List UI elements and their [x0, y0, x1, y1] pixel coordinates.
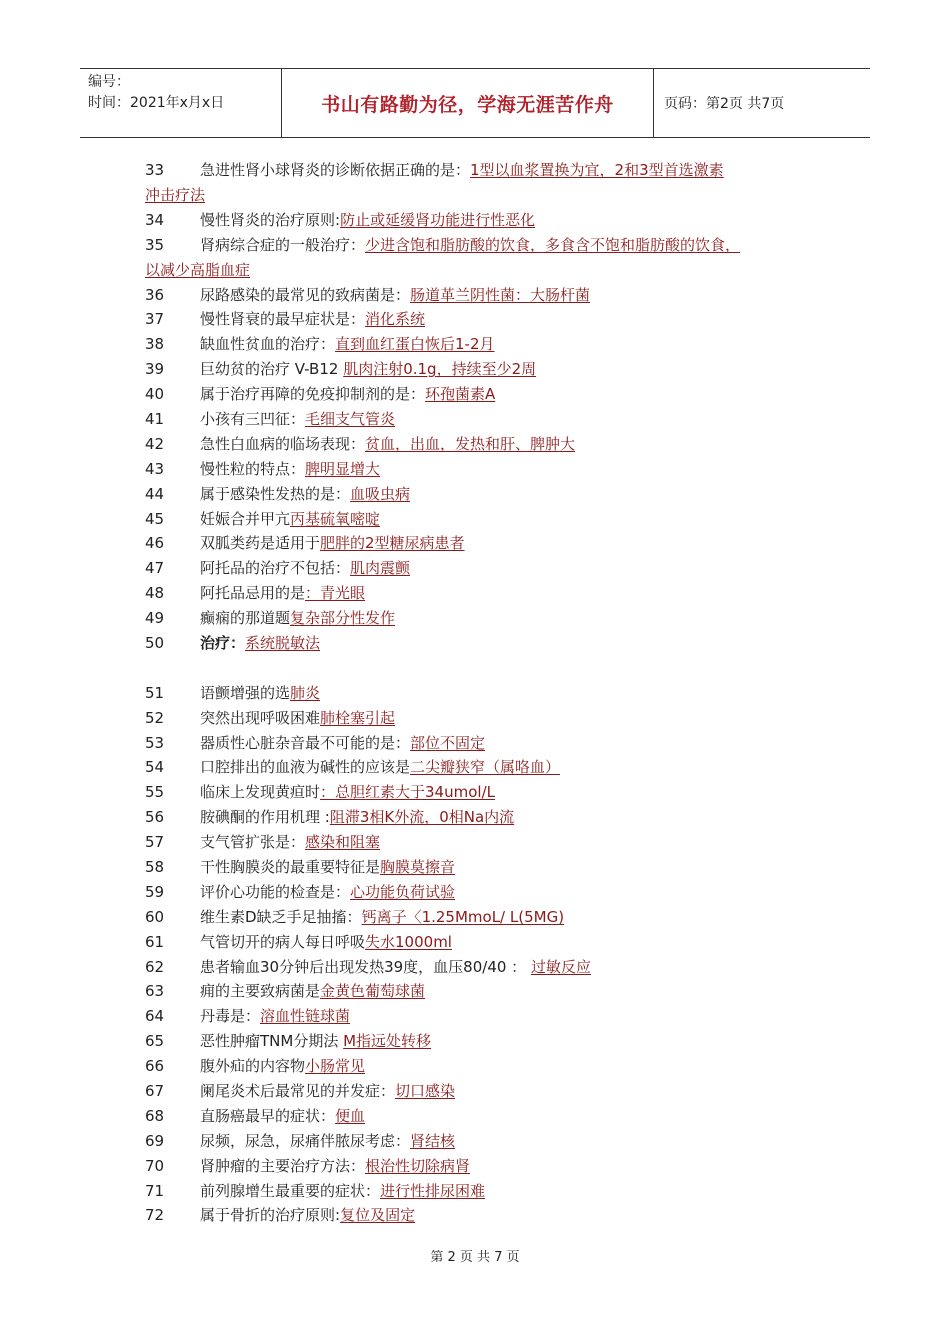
item-number: 47 — [145, 559, 165, 578]
answer-text: 便血 — [335, 1106, 366, 1125]
item-question — [200, 432, 825, 457]
item-question — [200, 780, 825, 805]
item-number: 52 — [145, 708, 165, 727]
item-question — [200, 681, 825, 706]
list-item — [145, 731, 825, 756]
question-text: 丹毒是： — [200, 1007, 261, 1026]
question-text: 痈的主要致病菌是 — [200, 982, 321, 1001]
answer-text: 血吸虫病 — [350, 484, 411, 503]
item-question — [200, 1203, 825, 1228]
list-item — [145, 1004, 825, 1029]
item-number: 71 — [145, 1181, 165, 1200]
answer-text: 根治性切除病肾 — [365, 1156, 471, 1175]
item-question — [200, 332, 825, 357]
item-number: 34 — [145, 210, 165, 229]
item-question — [200, 880, 825, 905]
list-item — [145, 407, 825, 432]
item-number: 41 — [145, 409, 165, 428]
answer-text: 溶血性链球菌 — [260, 1007, 351, 1026]
header-motto: 书山有路勤为径，学海无涯苦作舟 — [282, 69, 654, 137]
item-number: 42 — [145, 434, 165, 453]
list-item — [145, 556, 825, 581]
answer-text: 环孢菌素A — [425, 385, 496, 404]
list-item — [145, 432, 825, 457]
item-question — [200, 855, 825, 880]
answer-text: 肾结核 — [410, 1131, 456, 1150]
item-number: 43 — [145, 459, 165, 478]
answer-text: 复杂部分性发作 — [290, 609, 396, 628]
list-item — [145, 357, 825, 382]
item-number: 62 — [145, 957, 165, 976]
list-item — [145, 1079, 825, 1104]
question-text: 慢性粒的特点： — [200, 459, 306, 478]
question-text: 肾病综合症的一般治疗： — [200, 235, 366, 254]
qa-list — [145, 158, 825, 1228]
question-text: 胺碘酮的作用机理 : — [200, 808, 330, 827]
item-question — [200, 1154, 825, 1179]
question-text: 急性白血病的临场表现： — [200, 434, 366, 453]
item-number: 67 — [145, 1082, 165, 1101]
item-number: 66 — [145, 1057, 165, 1076]
answer-text: 失水1000ml — [365, 932, 452, 951]
list-item — [145, 681, 825, 706]
list-item — [145, 1154, 825, 1179]
item-question — [200, 581, 825, 606]
answer-text: 部位不固定 — [410, 733, 486, 752]
question-text: 尿频，尿急，尿痛伴脓尿考虑： — [200, 1131, 411, 1150]
question-text: 肾肿瘤的主要治疗方法： — [200, 1156, 366, 1175]
question-text: 双胍类药是适用于 — [200, 534, 321, 553]
item-question — [200, 382, 825, 407]
list-item — [145, 1203, 825, 1228]
item-question — [200, 1029, 825, 1054]
list-item — [145, 307, 825, 332]
answer-text: 进行性排尿困难 — [380, 1181, 486, 1200]
answer-text: 防止或延缓肾功能进行性恶化 — [340, 210, 536, 229]
question-text: 恶性肿瘤TNM分期法 — [200, 1032, 344, 1051]
item-question — [200, 357, 825, 382]
answer-text: 肺栓塞引起 — [320, 708, 396, 727]
item-question — [200, 930, 825, 955]
code-label: 编号： — [88, 74, 130, 90]
question-text: 癫痫的那道题 — [200, 609, 291, 628]
answer-text: 切口感染 — [395, 1082, 456, 1101]
question-text: 干性胸膜炎的最重要特征是 — [200, 858, 381, 876]
item-question — [200, 805, 825, 830]
list-item — [145, 233, 825, 283]
question-text: 评价心功能的检查是： — [200, 882, 351, 901]
answer-text: 消化系统 — [365, 310, 426, 329]
answer-text: 系统脱敏法 — [245, 633, 321, 652]
item-number: 56 — [145, 808, 165, 827]
page-footer: 第 2 页 共 7 页 — [430, 1250, 520, 1265]
list-item — [145, 631, 825, 656]
question-text: 突然出现呼吸困难 — [200, 708, 321, 727]
item-number: 60 — [145, 907, 165, 926]
item-number: 61 — [145, 932, 165, 951]
question-text: 口腔排出的血液为碱性的应该是 — [200, 758, 411, 777]
item-question — [200, 1129, 825, 1154]
answer-text: 金黄色葡萄球菌 — [320, 982, 426, 1001]
question-text: 阿托品的治疗不包括： — [200, 559, 351, 578]
question-text: 阑尾炎术后最常见的并发症： — [200, 1082, 396, 1101]
answer-text: ：总胆红素大于34umol/L — [320, 783, 495, 802]
item-number: 69 — [145, 1131, 165, 1150]
list-item — [145, 1179, 825, 1204]
answer-text: 丙基硫氧嘧啶 — [290, 509, 381, 528]
item-question — [200, 307, 825, 332]
item-question — [200, 979, 825, 1004]
question-text: 慢性肾炎的治疗原则: — [200, 210, 341, 229]
answer-text: 脾明显增大 — [305, 459, 381, 478]
answer-text: 贫血，出血，发热和肝、脾肿大 — [365, 434, 576, 453]
item-number: 55 — [145, 783, 165, 802]
answer-text: 毛细支气管炎 — [305, 409, 396, 428]
answer-text: 肠道革兰阴性菌：大肠杆菌 — [410, 285, 591, 304]
item-number: 57 — [145, 833, 165, 852]
question-text: 支气管扩张是： — [200, 833, 306, 852]
question-text: 属于骨折的治疗原则: — [200, 1206, 341, 1225]
question-text: 尿路感染的最常见的致病菌是： — [200, 285, 411, 304]
list-item — [145, 955, 825, 980]
item-number: 37 — [145, 310, 165, 329]
question-text: 巨幼贫的治疗 V-B12 — [200, 360, 344, 379]
list-item — [145, 880, 825, 905]
answer-continuation: 冲击疗法 — [145, 185, 206, 204]
list-item — [145, 158, 825, 208]
answer-text: 肌肉注射0.1g，持续至少2周 — [343, 360, 537, 379]
answer-text: 胸膜莫擦音 — [380, 858, 456, 876]
list-item — [145, 780, 825, 805]
answer-text: 肥胖的2型糖尿病患者 — [320, 534, 465, 553]
question-text: 妊娠合并甲亢 — [200, 509, 291, 528]
item-question — [200, 556, 825, 581]
list-item — [145, 805, 825, 830]
answer-text: 二尖瓣狭窄（属咯血） — [410, 758, 561, 777]
item-question — [200, 1179, 825, 1204]
item-question — [200, 955, 825, 980]
question-text: 患者输血30分钟后出现发热39度，血压80/40 ： — [200, 957, 531, 976]
list-item — [145, 830, 825, 855]
answer-text: ：青光眼 — [305, 584, 366, 603]
answer-text: 感染和阻塞 — [305, 833, 381, 852]
answer-text: 过敏反应 — [530, 957, 591, 976]
item-question — [200, 1079, 825, 1104]
question-text: 直肠癌最早的症状： — [200, 1106, 336, 1125]
list-item — [145, 905, 825, 930]
item-number: 44 — [145, 484, 165, 503]
question-text: 慢性肾衰的最早症状是： — [200, 310, 366, 329]
list-item — [145, 755, 825, 780]
header-meta — [80, 69, 282, 137]
question-text: 前列腺增生最重要的症状： — [200, 1181, 381, 1200]
item-number: 51 — [145, 683, 165, 702]
list-item — [145, 979, 825, 1004]
question-text: 语颤增强的选 — [200, 683, 291, 702]
answer-text: 少进含饱和脂肪酸的饮食，多食含不饱和脂肪酸的饮食， — [365, 235, 741, 254]
list-item — [145, 482, 825, 507]
list-item — [145, 507, 825, 532]
item-number: 58 — [145, 858, 165, 876]
item-number: 65 — [145, 1032, 165, 1051]
item-question — [200, 706, 825, 731]
answer-text: 阻滞3相K外流，0相Na内流 — [329, 808, 515, 827]
item-question — [200, 283, 825, 308]
answer-continuation: 以减少高脂血症 — [145, 260, 251, 279]
item-number: 33 — [145, 161, 165, 179]
question-text: 属于治疗再障的免疫抑制剂的是： — [200, 385, 426, 404]
item-number: 54 — [145, 758, 165, 777]
item-number: 40 — [145, 385, 165, 404]
item-question — [200, 606, 825, 631]
answer-text: 肺炎 — [290, 683, 321, 702]
question-text: 阿托品忌用的是 — [200, 584, 306, 603]
item-question — [200, 1004, 825, 1029]
question-text: 小孩有三凹征： — [200, 409, 306, 428]
item-question — [200, 631, 825, 656]
list-item — [145, 332, 825, 357]
item-question — [200, 407, 825, 432]
list-item — [145, 706, 825, 731]
item-question — [200, 1104, 825, 1129]
answer-text: 直到血红蛋白恢后1-2月 — [335, 335, 495, 354]
item-number: 35 — [145, 235, 165, 254]
question-text: 腹外疝的内容物 — [200, 1057, 306, 1076]
question-text: 治疗： — [200, 633, 246, 652]
item-number: 59 — [145, 882, 165, 901]
list-item — [145, 581, 825, 606]
answer-text: 复位及固定 — [340, 1206, 416, 1225]
question-text: 维生素D缺乏手足抽搐： — [200, 907, 362, 926]
question-text: 气管切开的病人每日呼吸 — [200, 932, 366, 951]
answer-text: 钙离子〈1.25MmoL/ L(5MG) — [361, 907, 565, 926]
question-text: 缺血性贫血的治疗： — [200, 335, 336, 354]
item-question — [200, 482, 825, 507]
item-number: 45 — [145, 509, 165, 528]
item-number: 70 — [145, 1156, 165, 1175]
item-number: 36 — [145, 285, 165, 304]
item-number: 48 — [145, 584, 165, 603]
list-item — [145, 283, 825, 308]
item-question — [200, 208, 825, 233]
section-gap — [145, 656, 825, 681]
list-item — [145, 531, 825, 556]
item-number: 50 — [145, 633, 165, 652]
list-item — [145, 208, 825, 233]
item-question — [200, 507, 825, 532]
item-number: 38 — [145, 335, 165, 354]
list-item — [145, 382, 825, 407]
list-item — [145, 457, 825, 482]
item-question — [200, 531, 825, 556]
item-number: 39 — [145, 360, 165, 379]
item-number: 53 — [145, 733, 165, 752]
page-header — [80, 68, 870, 138]
time-label: 时间：2021年x月x日 — [88, 95, 225, 111]
list-item — [145, 1054, 825, 1079]
question-text: 急进性肾小球肾炎的诊断依据正确的是： — [200, 161, 471, 179]
answer-text: 肌肉震颤 — [350, 559, 411, 578]
item-number: 46 — [145, 534, 165, 553]
list-item — [145, 855, 825, 880]
list-item — [145, 1129, 825, 1154]
answer-text: M指远处转移 — [343, 1032, 432, 1051]
item-question — [200, 457, 825, 482]
item-number: 68 — [145, 1106, 165, 1125]
item-question — [200, 755, 825, 780]
answer-text: 小肠常见 — [305, 1057, 366, 1076]
item-question — [200, 905, 825, 930]
item-number: 72 — [145, 1206, 165, 1225]
list-item — [145, 930, 825, 955]
item-question — [200, 1054, 825, 1079]
answer-text: 1型以血浆置换为宜，2和3型首选激素 — [470, 161, 724, 179]
item-number: 63 — [145, 982, 165, 1001]
question-text: 属于感染性发热的是： — [200, 484, 351, 503]
item-question — [200, 830, 825, 855]
header-page-info: 页码：第2页 共7页 — [664, 96, 785, 112]
list-item — [145, 606, 825, 631]
answer-text: 心功能负荷试验 — [350, 882, 456, 901]
question-text: 临床上发现黄疸时 — [200, 783, 321, 802]
item-question — [200, 731, 825, 756]
question-text: 器质性心脏杂音最不可能的是： — [200, 733, 411, 752]
list-item — [145, 1104, 825, 1129]
list-item — [145, 1029, 825, 1054]
item-number: 49 — [145, 609, 165, 628]
item-number: 64 — [145, 1007, 165, 1026]
